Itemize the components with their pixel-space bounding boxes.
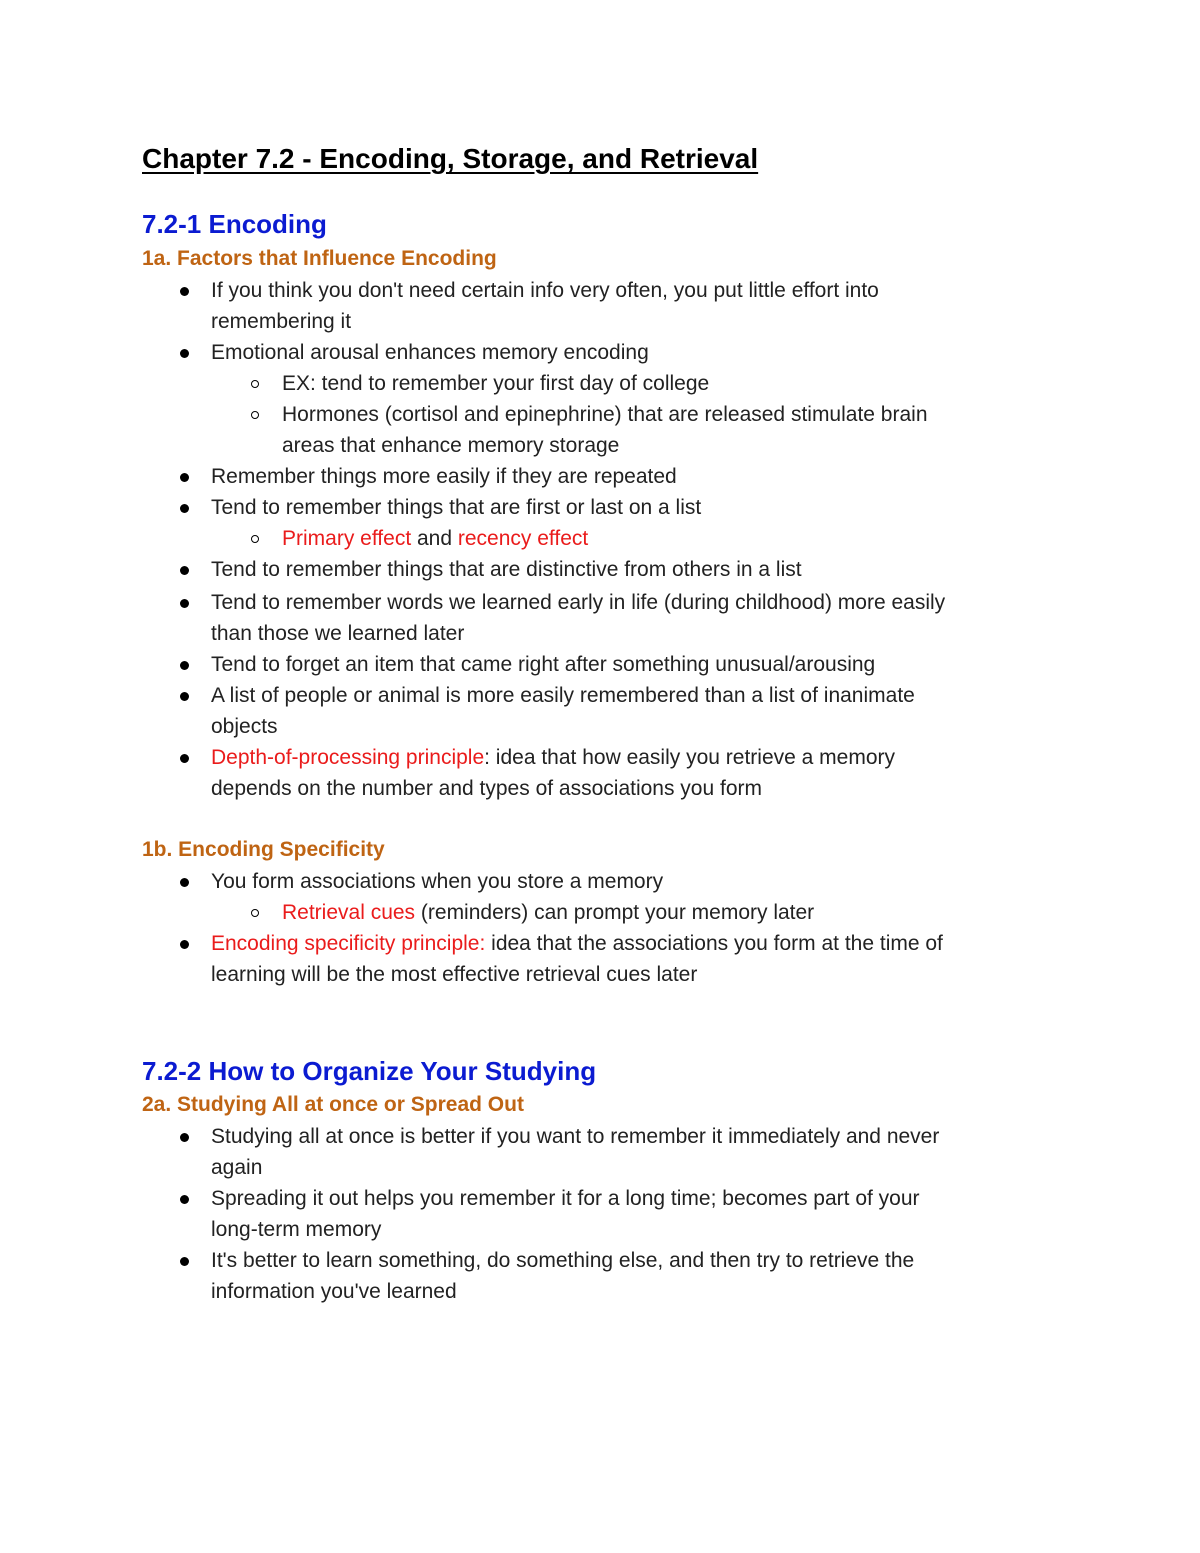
sub-list-item-continuation: areas that enhance memory storage <box>282 434 620 457</box>
bullet-icon <box>180 940 189 949</box>
sub-list-item: EX: tend to remember your first day of college <box>282 372 710 395</box>
list-item-continuation: again <box>211 1156 263 1179</box>
sub-bullet-icon <box>251 411 259 419</box>
list-item: Spreading it out helps you remember it for a long time; becomes part of your <box>211 1187 920 1210</box>
bullet-icon <box>180 1195 189 1204</box>
bullet-icon <box>180 566 189 575</box>
bullet-icon <box>180 287 189 296</box>
definition-text: (reminders) can prompt your memory later <box>415 901 815 924</box>
page-title: Chapter 7.2 - Encoding, Storage, and Retrieval <box>142 143 759 174</box>
definition-text: : idea that how easily you retrieve a memory <box>484 746 895 769</box>
subheading-encoding-specificity: 1b. Encoding Specificity <box>142 838 385 861</box>
connector-text: and <box>411 527 458 550</box>
list-item-continuation: depends on the number and types of associations you form <box>211 777 763 800</box>
term-recency-effect: recency effect <box>457 527 589 550</box>
sub-list-item <box>282 523 588 554</box>
list-item: Studying all at once is better if you want to remember it immediately and never <box>211 1125 940 1148</box>
term-depth-of-processing: Depth-of-processing principle <box>211 746 485 769</box>
list-item: Remember things more easily if they are repeated <box>211 465 677 488</box>
sub-bullet-icon <box>251 535 259 543</box>
list-item: Emotional arousal enhances memory encoding <box>211 341 649 364</box>
list-item-continuation: learning will be the most effective retrieval cues later <box>211 963 698 986</box>
list-item-continuation: than those we learned later <box>211 622 465 645</box>
subheading-factors: 1a. Factors that Influence Encoding <box>142 247 497 270</box>
sub-list-item: Hormones (cortisol and epinephrine) that are released stimulate brain <box>282 403 928 426</box>
section-heading-encoding: 7.2-1 Encoding <box>142 209 327 239</box>
list-item: Tend to forget an item that came right after something unusual/arousing <box>211 653 876 676</box>
sub-list-item <box>282 897 814 928</box>
bullet-icon <box>180 473 189 482</box>
bullet-icon <box>180 661 189 670</box>
bullet-icon <box>180 349 189 358</box>
bullet-icon <box>180 878 189 887</box>
list-item: Tend to remember words we learned early in life (during childhood) more easily <box>211 591 946 614</box>
list-item: It's better to learn something, do something else, and then try to retrieve the <box>211 1249 915 1272</box>
bullet-icon <box>180 1133 189 1142</box>
bullet-icon <box>180 692 189 701</box>
section-heading-organize-studying: 7.2-2 How to Organize Your Studying <box>142 1056 597 1086</box>
list-item-continuation: objects <box>211 715 278 738</box>
list-item: A list of people or animal is more easily remembered than a list of inanimate <box>211 684 915 707</box>
list-item: If you think you don't need certain info very often, you put little effort into <box>211 279 879 302</box>
list-item: Tend to remember things that are first or last on a list <box>211 496 702 519</box>
list-item <box>211 742 895 773</box>
bullet-icon <box>180 1257 189 1266</box>
definition-text: idea that the associations you form at the time of <box>485 932 943 955</box>
bullet-icon <box>180 504 189 513</box>
list-item: Tend to remember things that are distinctive from others in a list <box>211 558 802 581</box>
term-retrieval-cues: Retrieval cues <box>282 901 416 924</box>
list-item <box>211 928 943 959</box>
list-item-continuation: remembering it <box>211 310 352 333</box>
bullet-icon <box>180 599 189 608</box>
term-encoding-specificity: Encoding specificity principle: <box>211 932 486 955</box>
bullet-icon <box>180 754 189 763</box>
sub-bullet-icon <box>251 909 259 917</box>
list-item-continuation: information you've learned <box>211 1280 457 1303</box>
list-item-continuation: long-term memory <box>211 1218 382 1241</box>
term-primary-effect: Primary effect <box>282 527 412 550</box>
sub-bullet-icon <box>251 380 259 388</box>
list-item: You form associations when you store a memory <box>211 870 664 893</box>
subheading-studying-all-at-once: 2a. Studying All at once or Spread Out <box>142 1093 524 1116</box>
